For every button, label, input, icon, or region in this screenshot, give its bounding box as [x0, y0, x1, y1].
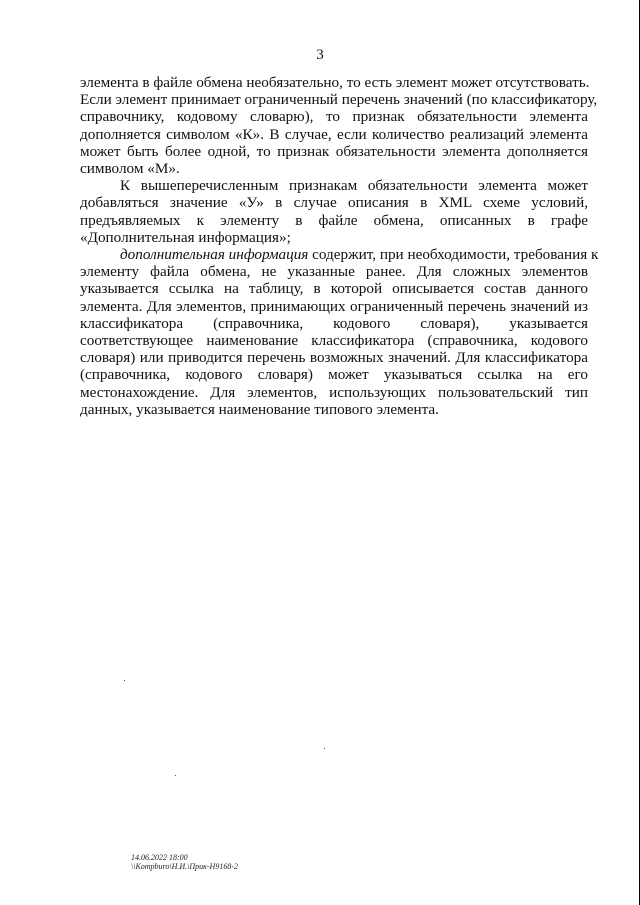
text-line: справочнику, кодовому словарю), то признак обязательности элемента — [80, 108, 588, 126]
footer-timestamp: 14.06.2022 18:00 — [131, 853, 188, 862]
text-line: Если элемент принимает ограниченный перечень значений (по классификатору, — [80, 91, 598, 109]
text-line: элемента. Для элементов, принимающих ограниченный перечень значений из — [80, 297, 588, 315]
text-line — [80, 246, 599, 264]
scan-speck — [175, 775, 176, 776]
text-line: (справочника, кодового словаря) может указываться ссылка на его — [80, 366, 588, 384]
text-line: элементу файла обмена, не указанные ранее. Для сложных элементов — [80, 263, 588, 281]
footer-file-path: \\Kompburo\Н.И.\Прик-Н9168-2 — [131, 862, 238, 871]
document-body — [80, 74, 599, 418]
paragraph-obligation-flags — [80, 74, 598, 178]
text-line: «Дополнительная информация»; — [80, 228, 291, 246]
text-line: элемента в файле обмена необязательно, то есть элемент может отсутствовать. — [80, 74, 590, 91]
text-line: классификатора (справочника, кодового словаря), указывается — [80, 314, 588, 332]
text-line: указывается ссылка на таблицу, в которой описывается состав данного — [80, 280, 588, 298]
text-line: соответствующее наименование классификатора (справочника, кодового — [80, 332, 588, 350]
text-line: данных, указывается наименование типового элемента. — [80, 400, 439, 418]
definition-start: содержит, при необходимости, требования к — [308, 246, 599, 264]
text-line: словаря) или приводится перечень возможных значений. Для классификатора — [80, 349, 588, 367]
text-line: местонахождение. Для элементов, использующих пользовательский тип — [80, 383, 588, 401]
text-line: К вышеперечисленным признакам обязательности элемента может — [120, 177, 588, 195]
text-line: символом «М». — [80, 160, 180, 178]
scan-speck — [124, 680, 125, 681]
text-line: может быть более одной, то признак обязательности элемента дополняется — [80, 142, 588, 160]
text-line: дополняется символом «К». В случае, если количество реализаций элемента — [80, 125, 588, 143]
footer-stamp — [131, 853, 238, 871]
text-line: добавляться значение «У» в случае описания в XML схеме условий, — [80, 194, 588, 212]
scan-speck — [324, 748, 325, 749]
paragraph-additional-info — [80, 246, 599, 418]
defined-term: дополнительная информация — [120, 246, 309, 264]
page-number: 3 — [316, 47, 324, 63]
text-line: предъявляемых к элементу в файле обмена, описанных в графе — [80, 211, 588, 229]
paragraph-value-u — [80, 177, 588, 246]
